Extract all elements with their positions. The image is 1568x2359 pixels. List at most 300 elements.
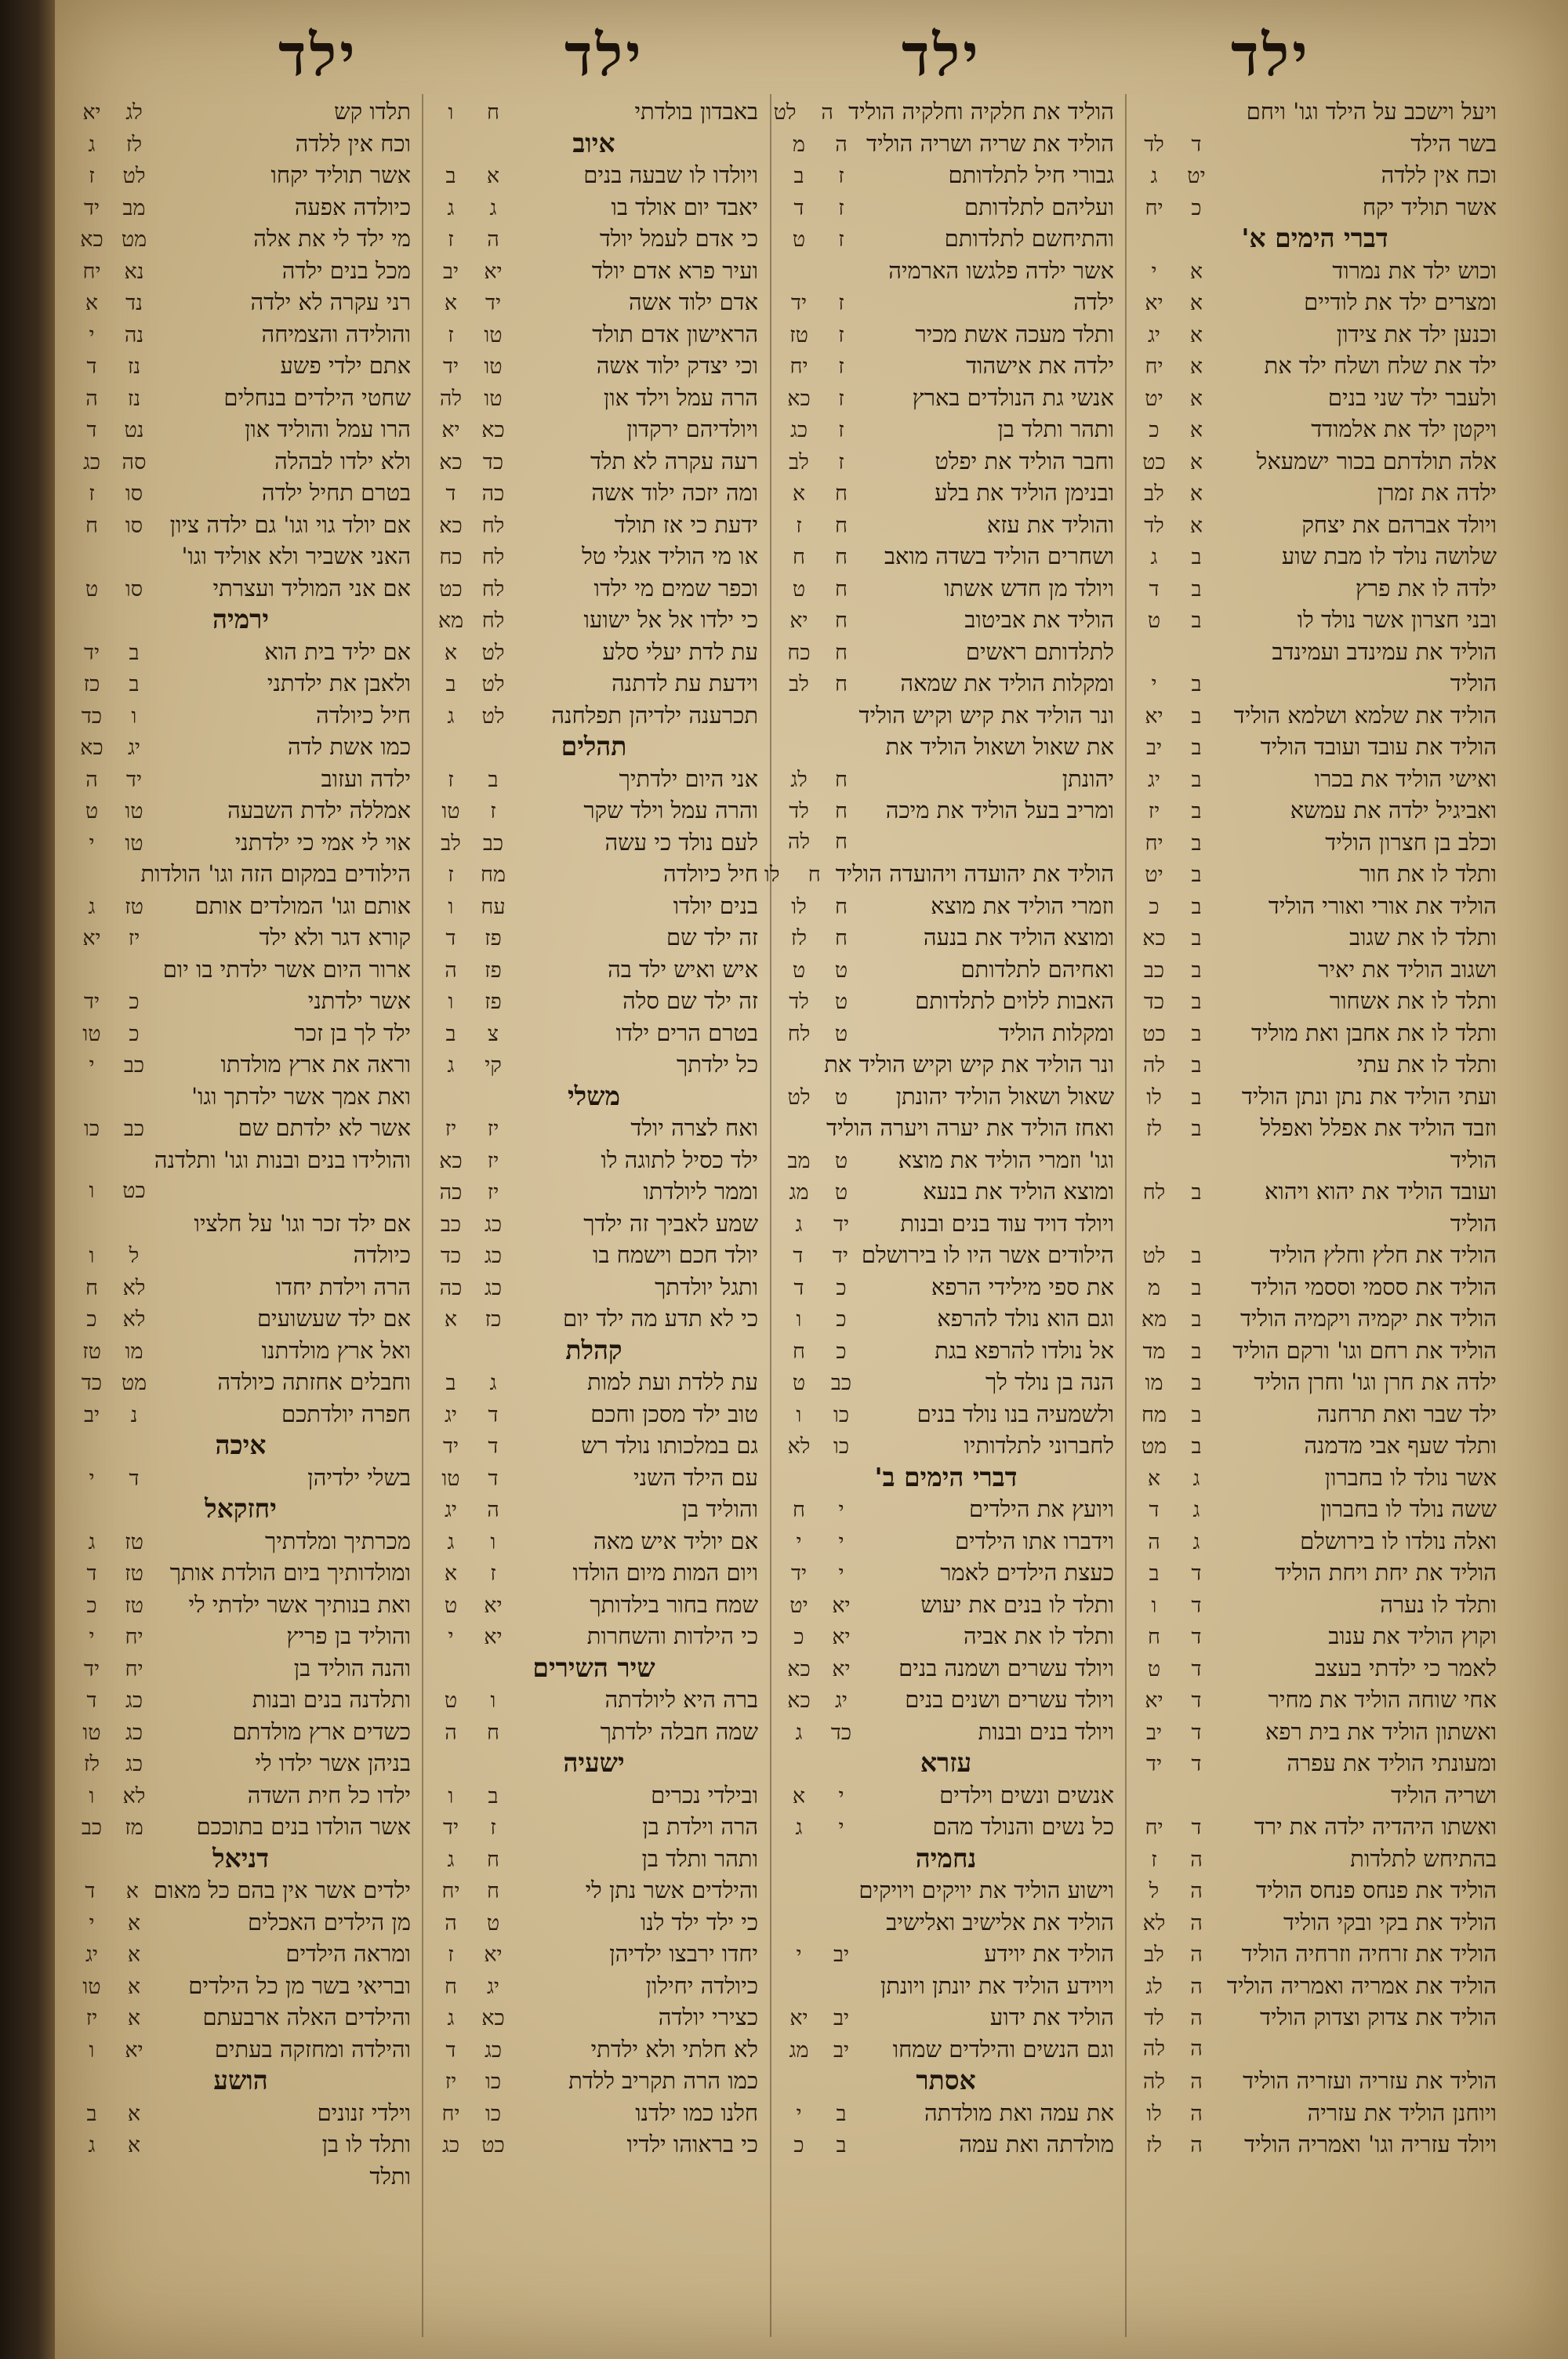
verse-number: יז: [85, 2006, 98, 2030]
entry-text: רני עקרה לא ילדה: [250, 289, 411, 315]
verse-number: כט: [1142, 1021, 1166, 1046]
entry-text: ויעל וישכב על הילד וגו' ויחם: [1246, 98, 1497, 125]
concordance-entry: [430, 1493, 763, 1525]
verse-number: לא: [1142, 1910, 1166, 1936]
entry-text: והילדה ומחזקה בעתים: [214, 2035, 411, 2063]
chapter-number: ד: [1191, 1720, 1202, 1745]
concordance-entry: [430, 1271, 763, 1303]
chapter-number: ב: [836, 2133, 847, 2157]
concordance-entry: [430, 540, 763, 572]
verse-number: י: [89, 1466, 95, 1491]
book-title: ישעיה: [563, 1747, 625, 1778]
book-heading: [71, 604, 416, 636]
verse-number: טו: [82, 1720, 101, 1745]
chapter-number: ב: [1191, 703, 1202, 729]
concordance-entry: [430, 318, 763, 351]
verse-number: י: [89, 1625, 95, 1649]
entry-text: והנה הוליד בן: [293, 1654, 411, 1681]
verse-number: ד: [85, 1879, 96, 1903]
chapter-number: ב: [129, 672, 140, 696]
book-title: איוב: [572, 127, 615, 158]
entry-text: ותלד לו את אחבן ואת מוליד: [1251, 1019, 1497, 1046]
entry-text: הוליד את שלמא ושלמא הוליד: [1233, 701, 1497, 729]
chapter-number: לח: [481, 576, 505, 602]
verse-number: יג: [1148, 767, 1160, 792]
entry-text: הוליד את יוידע: [984, 1940, 1114, 1967]
concordance-entry: [778, 1176, 1119, 1208]
chapter-number: ה: [487, 1498, 499, 1522]
verse-number: לה: [1142, 2070, 1166, 2094]
concordance-entry: [71, 1620, 416, 1652]
entry-text: אם אני המוליד ועצרתי: [212, 574, 411, 602]
entry-text: תלדו קש: [334, 98, 411, 125]
entry-text: ועובד הוליד את יהוא ויהוא: [1265, 1178, 1497, 1205]
concordance-entry: [778, 128, 1119, 160]
entry-text: אני היום ילדתיך: [619, 765, 758, 792]
verse-number: יד: [790, 1561, 808, 1586]
chapter-number: כ: [836, 1275, 847, 1300]
verse-number: ג: [88, 1529, 96, 1554]
concordance-entry: [1133, 763, 1501, 795]
verse-number: ב: [445, 672, 456, 696]
concordance-entry: [71, 1779, 416, 1812]
chapter-number: טו: [484, 386, 503, 411]
entry-text: הוליד את עזריה ועזריה הוליד: [1243, 2067, 1497, 2094]
entry-text: ואל ארץ מולדתנו: [261, 1336, 411, 1364]
book-heading: [778, 1747, 1119, 1779]
verse-number: יח: [441, 1879, 460, 1903]
verse-number: ח: [793, 1339, 805, 1364]
chapter-number: יא: [484, 259, 503, 284]
entry-text: שלושה נולד לו מבת שוע: [1281, 543, 1497, 569]
verse-number: י: [89, 831, 95, 856]
entry-text: והילדים האלה ארבעתם: [202, 2004, 411, 2030]
chapter-number: ה: [1190, 2133, 1203, 2157]
chapter-number: ג: [489, 1371, 497, 1395]
entry-text: או מי הוליד אגלי טל: [582, 543, 758, 569]
concordance-entry: [430, 1144, 763, 1176]
concordance-entry: [430, 1874, 763, 1906]
chapter-number: א: [1189, 259, 1203, 284]
concordance-entry: [1133, 858, 1501, 890]
chapter-number: ז: [838, 195, 844, 220]
chapter-number: פז: [485, 990, 502, 1014]
entry-text: אשר תוליד יקחו: [270, 162, 411, 188]
verse-number: לו: [764, 863, 780, 887]
verse-number: לב: [1144, 482, 1164, 506]
concordance-entry: [1133, 413, 1501, 445]
entry-text: ותהר ותלד בן: [997, 416, 1114, 442]
entry-text: ומה יזכה ילוד אשה: [591, 479, 758, 506]
verse-number: ג: [1150, 545, 1158, 569]
concordance-entry: [778, 1271, 1119, 1303]
verse-number: ז: [448, 863, 454, 887]
entry-text: ותלד שעף אבי מדמנה: [1304, 1432, 1497, 1459]
concordance-entry: [430, 223, 763, 255]
entry-text: ילד לך בן זכר: [294, 1019, 411, 1046]
concordance-entry: [71, 2001, 416, 2034]
chapter-number: ב: [1191, 1371, 1202, 1395]
chapter-number: ב: [1191, 576, 1202, 602]
concordance-entry: [430, 255, 763, 287]
entry-text: ולשמעיה בנו נולד בנים: [916, 1400, 1114, 1427]
concordance-entry: [1133, 667, 1501, 700]
chapter-number: יז: [487, 1180, 499, 1205]
entry-text: ולא ילדו לבהלה: [274, 447, 411, 474]
verse-number: כב: [440, 1212, 462, 1237]
entry-text: ברה היא ליולדתה: [604, 1686, 758, 1713]
concordance-entry: [71, 1684, 416, 1716]
chapter-number: לח: [481, 545, 505, 569]
chapter-number: ז: [838, 322, 844, 347]
chapter-number: ז: [838, 164, 844, 188]
chapter-number: ב: [1191, 1307, 1202, 1332]
concordance-entry: [430, 350, 763, 382]
concordance-entry: [1133, 1398, 1501, 1430]
verse-number: לה: [1142, 1053, 1166, 1078]
chapter-number: ז: [838, 227, 844, 252]
entry-text: הוליד את שריה ושריה הוליד: [866, 129, 1114, 157]
concordance-entry: [71, 1747, 416, 1779]
concordance-entry: [71, 700, 416, 732]
verse-number: ט: [792, 958, 806, 983]
concordance-entry: [778, 921, 1119, 954]
entry-text: יהונתן: [1062, 765, 1114, 792]
entry-text: ונר הוליד את קיש וקיש הוליד את: [824, 1051, 1114, 1078]
entry-text: בטרם הרים ילדו: [615, 1019, 758, 1046]
chapter-number: יד: [485, 291, 502, 315]
chapter-number: ב: [1191, 1275, 1202, 1300]
concordance-entry: [1133, 1239, 1501, 1271]
chapter-number: יז: [487, 1117, 499, 1141]
concordance-entry: [1133, 1811, 1501, 1843]
chapter-number: ח: [835, 926, 848, 951]
concordance-entry: [71, 572, 416, 605]
book-title: ירמיה: [212, 604, 270, 634]
entry-text: ונר הוליד את קיש וקיש הוליד: [858, 701, 1114, 729]
chapter-number: א: [127, 2006, 141, 2030]
chapter-number: יד: [833, 1212, 850, 1237]
concordance-entry: [1133, 921, 1501, 954]
verse-number: ג: [447, 2006, 455, 2030]
verse-number: ז: [448, 1943, 454, 1967]
verse-number: יח: [1145, 831, 1163, 856]
chapter-number: טו: [484, 322, 503, 347]
verse-number: יח: [1145, 1816, 1163, 1840]
concordance-entry: [430, 700, 763, 732]
concordance-entry: [1133, 477, 1501, 509]
verse-number: כה: [439, 1275, 463, 1300]
concordance-entry: [430, 2065, 763, 2097]
chapter-number: ה: [1190, 2036, 1203, 2061]
entry-text: אשר ילדה פלגשו הארמיה: [888, 256, 1114, 284]
concordance-entry: [1133, 2128, 1501, 2161]
chapter-number: ב: [1191, 1021, 1202, 1046]
chapter-number: ד: [488, 1434, 499, 1459]
entry-text: ותלד לו את חור: [1359, 860, 1497, 887]
chapter-number: א: [127, 1910, 141, 1936]
concordance-entry: [1133, 2065, 1501, 2097]
concordance-entry: [71, 128, 416, 160]
entry-text: אשר נולד לו בחברון: [1324, 1463, 1497, 1491]
entry-text: לא חלתי ולא ילדתי: [590, 2035, 758, 2063]
verse-number: יד: [1145, 1752, 1163, 1776]
verse-number: יט: [1145, 386, 1163, 411]
book-heading: [430, 1652, 763, 1685]
entry-text: ואביגיל ילדה את עמשא: [1290, 797, 1497, 823]
chapter-number: טו: [125, 831, 143, 856]
verse-number: מ: [1147, 1275, 1160, 1300]
verse-number: ג: [447, 1053, 455, 1078]
verse-number: לז: [1145, 2133, 1163, 2157]
chapter-number: טו: [125, 799, 143, 823]
book-heading: [71, 1493, 416, 1525]
concordance-entry: [778, 985, 1119, 1017]
concordance-entry: [778, 318, 1119, 351]
verse-number: ו: [448, 990, 454, 1014]
entry-text: כי ילד ילד לנו: [640, 1908, 758, 1936]
entry-text: כמו אשת לדה: [287, 733, 411, 760]
entry-text: וכלב בן חצרון הוליד: [1325, 828, 1497, 856]
entry-text: עת לדת יעלי סלע: [602, 638, 758, 665]
concordance-entry: [430, 2097, 763, 2129]
chapter-number: ד: [1191, 1625, 1202, 1649]
verse-number: יז: [445, 2070, 457, 2094]
concordance-entry: [430, 1430, 763, 1462]
chapter-number: לט: [481, 672, 505, 696]
concordance-entry: [778, 1684, 1119, 1716]
entry-text: הוליד את יקמיה ויקמיה הוליד: [1240, 1305, 1497, 1332]
entry-text: ותלד לו את שגוב: [1349, 924, 1497, 951]
chapter-number: ח: [835, 545, 848, 569]
entry-text: ובני חצרון אשר נולד לו: [1297, 606, 1497, 633]
verse-number: טז: [789, 322, 808, 347]
chapter-number: ב: [1191, 1180, 1202, 1205]
entry-text: אנשי גת הנולדים בארץ: [912, 383, 1114, 411]
concordance-entry: [71, 1557, 416, 1589]
entry-text: אוי לי אמי כי ילדתני: [234, 828, 411, 856]
concordance-entry: [1133, 445, 1501, 478]
chapter-number: ב: [1191, 672, 1202, 696]
concordance-entry: [71, 1652, 416, 1685]
verse-number: מא: [1141, 1307, 1167, 1332]
verse-number: ח: [793, 545, 805, 569]
concordance-entry: [71, 255, 416, 287]
entry-text: אשר תוליד יקח: [1362, 193, 1497, 220]
concordance-entry: [71, 1271, 416, 1303]
chapter-number: פז: [485, 958, 502, 983]
chapter-number: ח: [835, 672, 848, 696]
concordance-entry: [1133, 1747, 1501, 1779]
chapter-number: ב: [1191, 1117, 1202, 1141]
verse-number: יז: [1148, 799, 1160, 823]
concordance-entry: [1133, 1335, 1501, 1367]
verse-number: טו: [441, 799, 460, 823]
entry-text: כי ילדו אל אל ישועו: [583, 606, 758, 633]
entry-text: והוליד בן: [681, 1496, 758, 1522]
book-title: יחזקאל: [205, 1493, 277, 1524]
entry-text: לחברוני לתלדותיו: [964, 1432, 1114, 1459]
entry-text: וכי יצדק ילוד אשה: [596, 352, 758, 379]
concordance-entry: [430, 1208, 763, 1240]
verse-number: ה: [445, 958, 457, 983]
entry-text: זה ילד שם סלה: [622, 987, 758, 1014]
chapter-number: יז: [487, 1148, 499, 1173]
entry-text: ילד שבר ואת תרחנה: [1316, 1400, 1497, 1427]
concordance-entry: [1133, 1271, 1501, 1303]
entry-text: ומקלות הוליד: [998, 1019, 1114, 1046]
verse-number: יד: [83, 640, 100, 665]
verse-number: ו: [796, 1402, 802, 1427]
concordance-entry: [71, 540, 416, 572]
chapter-number: א: [127, 2133, 141, 2157]
verse-number: כא: [1142, 926, 1166, 951]
entry-text: ואחיהם לתלדותם: [960, 955, 1114, 983]
concordance-entry: [778, 1970, 1119, 2002]
book-title: אסתר: [916, 2065, 976, 2095]
chapter-number: כג: [125, 1720, 143, 1745]
chapter-number: ד: [488, 1466, 499, 1491]
chapter-number: ה: [487, 227, 499, 252]
verse-number: כב: [81, 1816, 103, 1840]
entry-text: ויולד אברהם את יצחק: [1301, 511, 1497, 538]
entry-text: ילדה את זמרן: [1377, 479, 1497, 506]
entry-text: הוליד את עובד ועובד הוליד: [1260, 733, 1497, 760]
concordance-entry: [778, 1938, 1119, 1970]
concordance-entry: [71, 1144, 416, 1176]
chapter-number: ז: [490, 1816, 496, 1840]
verse-number: כו: [83, 1117, 100, 1141]
verse-number: ג: [1150, 164, 1158, 188]
concordance-entry: [778, 1366, 1119, 1398]
verse-number: מט: [1141, 1434, 1167, 1459]
chapter-number: ח: [487, 100, 499, 125]
book-heading: [71, 2065, 416, 2097]
entry-text: כי בראוהו ילדיו: [626, 2131, 758, 2157]
verse-number: כ: [1149, 894, 1160, 919]
verse-number: יא: [789, 609, 808, 633]
verse-number: א: [1147, 1466, 1161, 1491]
chapter-number: נד: [125, 291, 143, 315]
concordance-entry: [1133, 350, 1501, 382]
entry-text: וחבר הוליד את יפלט: [935, 447, 1114, 474]
verse-number: א: [444, 1307, 458, 1332]
chapter-number: יב: [833, 2037, 850, 2063]
chapter-number: מט: [121, 227, 147, 252]
concordance-entry: [430, 159, 763, 191]
entry-text: יחדו ירבצו ילדיהן: [609, 1940, 758, 1967]
concordance-entry: [1133, 636, 1501, 668]
chapter-number: ו: [490, 1529, 496, 1554]
concordance-entry: [71, 858, 416, 890]
verse-number: ד: [1149, 576, 1160, 602]
chapter-number: ט: [834, 958, 848, 983]
concordance-entry: [1133, 2097, 1501, 2129]
entry-text: ושגוב הוליד את יאיר: [1318, 955, 1497, 983]
verse-number: יד: [83, 1656, 100, 1681]
entry-text: כצירי יולדה: [658, 2004, 758, 2030]
concordance-entry: [778, 636, 1119, 668]
chapter-number: א: [1189, 418, 1203, 442]
verse-number: יח: [1145, 354, 1163, 379]
verse-number: לו: [791, 894, 807, 919]
entry-text: הוליד את יחת ויחת הוליד: [1275, 1559, 1497, 1586]
verse-number: לז: [790, 926, 808, 951]
entry-text: ארור היום אשר ילדתי בו יום: [162, 955, 411, 983]
verse-number: מ: [792, 132, 805, 157]
chapter-number: לא: [122, 1783, 146, 1808]
verse-number: ו: [89, 2037, 95, 2063]
verse-number: ג: [447, 1529, 455, 1554]
concordance-entry: [71, 1112, 416, 1144]
concordance-entry: [1133, 382, 1501, 414]
chapter-number: ג: [1192, 1529, 1200, 1554]
entry-text: איש ואיש ילד בה: [608, 955, 758, 983]
entry-text: אם ילד זכר וגו' על חלציו: [194, 1209, 411, 1237]
chapter-number: כו: [485, 2070, 502, 2094]
concordance-entry: [778, 827, 1119, 859]
verse-number: ד: [445, 482, 456, 506]
chapter-number: יא: [125, 2037, 143, 2063]
book-heading: [430, 1335, 763, 1367]
verse-number: יג: [85, 1943, 98, 1967]
concordance-entry: [778, 1906, 1119, 1939]
entry-text: הוליד את אמריה ואמריה הוליד: [1226, 1972, 1497, 1999]
chapter-number: ה: [1190, 2006, 1203, 2030]
concordance-entry: [778, 1525, 1119, 1558]
verse-number: ח: [85, 1275, 98, 1300]
concordance-entry: [778, 890, 1119, 922]
entry-text: מולדתה ואת עמה: [959, 2131, 1114, 2157]
chapter-number: ז: [838, 418, 844, 442]
verse-number: ט: [444, 1688, 458, 1713]
verse-number: ד: [793, 1275, 804, 1300]
entry-text: הנה בן נולד לך: [985, 1369, 1114, 1395]
concordance-entry: [430, 1176, 763, 1208]
concordance-entry: [71, 2128, 416, 2161]
column-rule: [1125, 94, 1127, 2337]
concordance-entry: [71, 318, 416, 351]
verse-number: י: [89, 322, 95, 347]
verse-number: א: [444, 1561, 458, 1586]
chapter-number: טו: [484, 354, 503, 379]
verse-number: מו: [1145, 1371, 1163, 1395]
chapter-number: יא: [832, 1625, 851, 1649]
chapter-number: כג: [125, 1752, 143, 1776]
verse-number: ח: [85, 513, 98, 538]
verse-number: כג: [82, 449, 101, 474]
concordance-entry: [71, 1239, 416, 1271]
verse-number: ד: [793, 195, 804, 220]
entry-text: האבות ללוים לתלדותם: [915, 987, 1114, 1014]
chapter-number: נז: [127, 386, 141, 411]
concordance-entry: [71, 1176, 416, 1208]
verse-number: א: [85, 291, 99, 315]
entry-text: אותם וגו' המולדים אותם: [194, 892, 411, 919]
entry-text: ויולד עזריה וגו' ואמריה הוליד: [1243, 2131, 1497, 2157]
concordance-entry: [71, 159, 416, 191]
entry-text: ילד כסיל לתוגה לו: [601, 1146, 758, 1173]
chapter-number: ב: [1191, 767, 1202, 792]
entry-text: ויקטן ילד את אלמודד: [1311, 416, 1497, 442]
chapter-number: ג: [1192, 1498, 1200, 1522]
entry-text: הוליד את ססמי וססמי הוליד: [1250, 1273, 1497, 1300]
verse-number: יד: [442, 354, 459, 379]
entry-text: הראישון אדם תולד: [592, 320, 758, 347]
chapter-number: ב: [1191, 926, 1202, 951]
entry-text: ואחז הוליד את יערה ויערה הוליד: [826, 1114, 1114, 1141]
chapter-number: לח: [481, 513, 505, 538]
